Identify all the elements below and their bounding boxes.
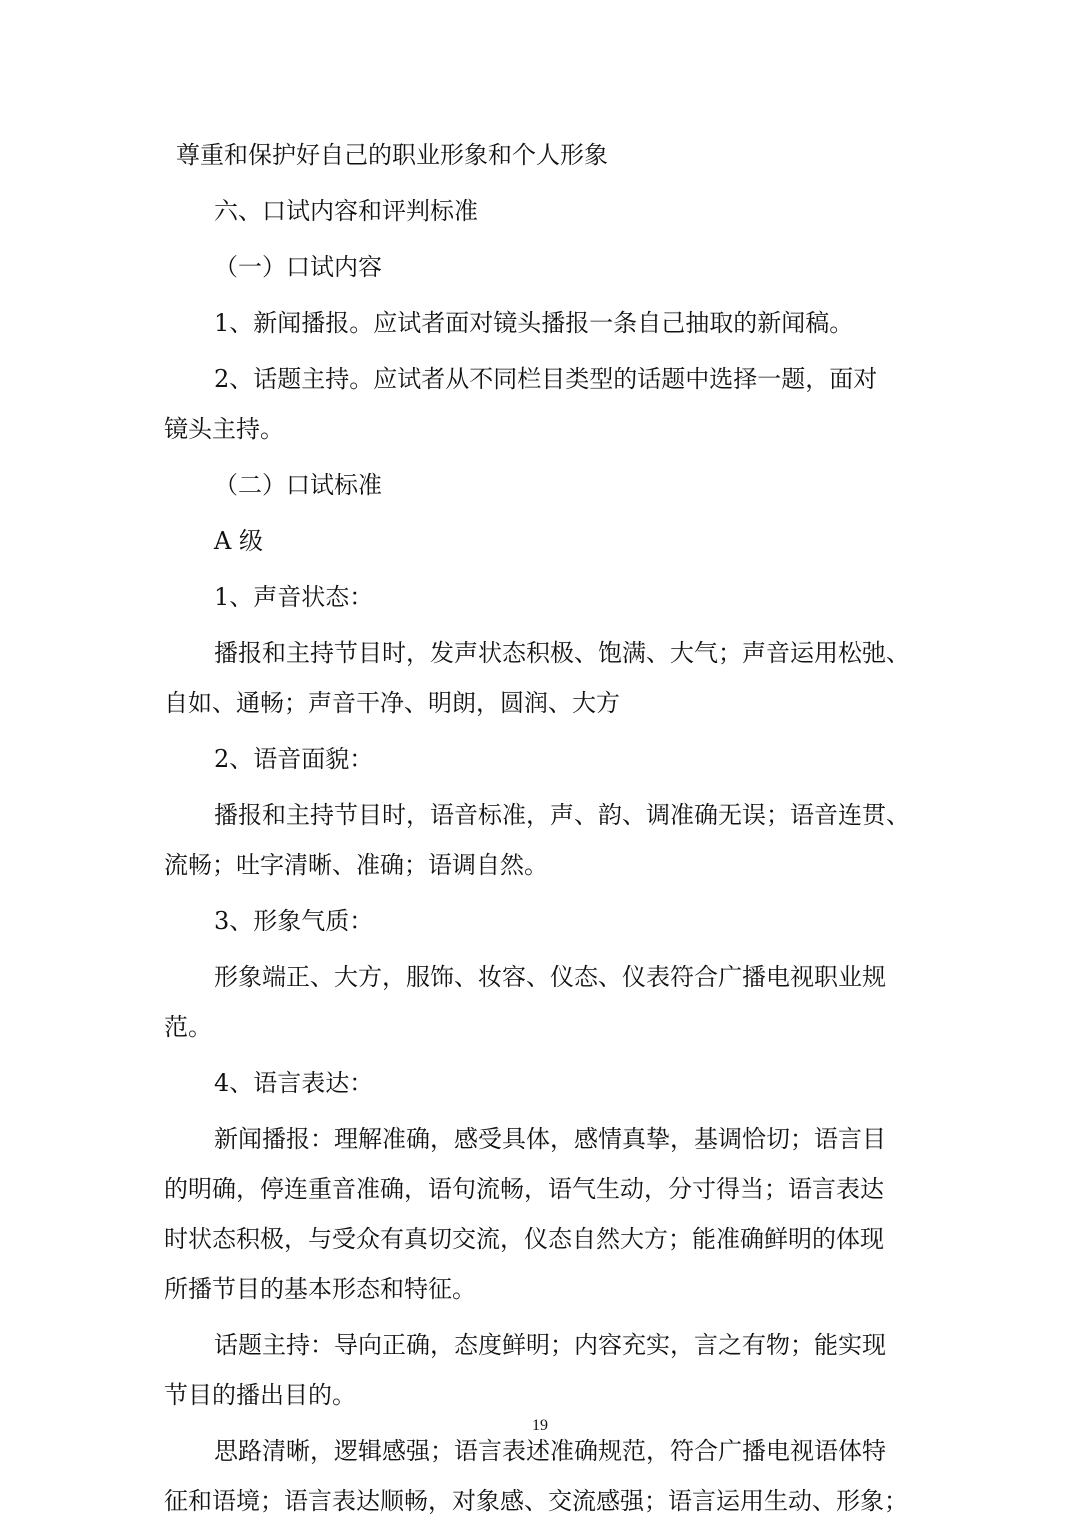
- item-heading: 4、语言表达：: [214, 1069, 374, 1097]
- text-line: 1、新闻播报。应试者面对镜头播报一条自己抽取的新闻稿。: [214, 309, 854, 337]
- level-heading: A 级: [214, 527, 263, 555]
- text-line: 2、话题主持。应试者从不同栏目类型的话题中选择一题，面对: [214, 365, 878, 393]
- text-line: 形象端正、大方，服饰、妆容、仪态、仪表符合广播电视职业规: [214, 963, 886, 991]
- text-line: 话题主持：导向正确，态度鲜明；内容充实，言之有物；能实现: [214, 1331, 886, 1359]
- text-line: 思路清晰，逻辑感强；语言表述准确规范，符合广播电视语体特: [214, 1437, 886, 1465]
- item-heading: 3、形象气质：: [214, 907, 374, 935]
- text-line: 的明确，停连重音准确，语句流畅，语气生动，分寸得当；语言表达: [164, 1175, 884, 1203]
- text-line: 节目的播出目的。: [164, 1381, 356, 1409]
- text-line: 新闻播报：理解准确，感受具体，感情真挚，基调恰切；语言目: [214, 1125, 886, 1153]
- text-line: 播报和主持节目时，语音标准，声、韵、调准确无误；语音连贯、: [214, 801, 910, 829]
- document-body: [164, 130, 916, 1526]
- text-line: 时状态积极，与受众有真切交流，仪态自然大方；能准确鲜明的体现: [164, 1225, 884, 1253]
- text-line: 镜头主持。: [164, 415, 284, 443]
- page-number: 19: [532, 1417, 548, 1434]
- item-heading: 2、语音面貌：: [214, 745, 374, 773]
- text-line: 尊重和保护好自己的职业形象和个人形象: [176, 141, 608, 169]
- item-heading: 1、声音状态：: [214, 583, 374, 611]
- subsection-heading: （二）口试标准: [214, 471, 382, 499]
- text-line: 征和语境；语言表达顺畅，对象感、交流感强；语言运用生动、形象；: [164, 1487, 908, 1515]
- subsection-heading: （一）口试内容: [214, 253, 382, 281]
- text-line: 流畅；吐字清晰、准确；语调自然。: [164, 851, 548, 879]
- text-line: 播报和主持节目时，发声状态积极、饱满、大气；声音运用松弛、: [214, 639, 910, 667]
- text-line: 范。: [164, 1013, 212, 1041]
- text-line: 自如、通畅；声音干净、明朗，圆润、大方: [164, 689, 620, 717]
- section-heading: 六、口试内容和评判标准: [214, 197, 478, 225]
- text-line: 所播节目的基本形态和特征。: [164, 1275, 476, 1303]
